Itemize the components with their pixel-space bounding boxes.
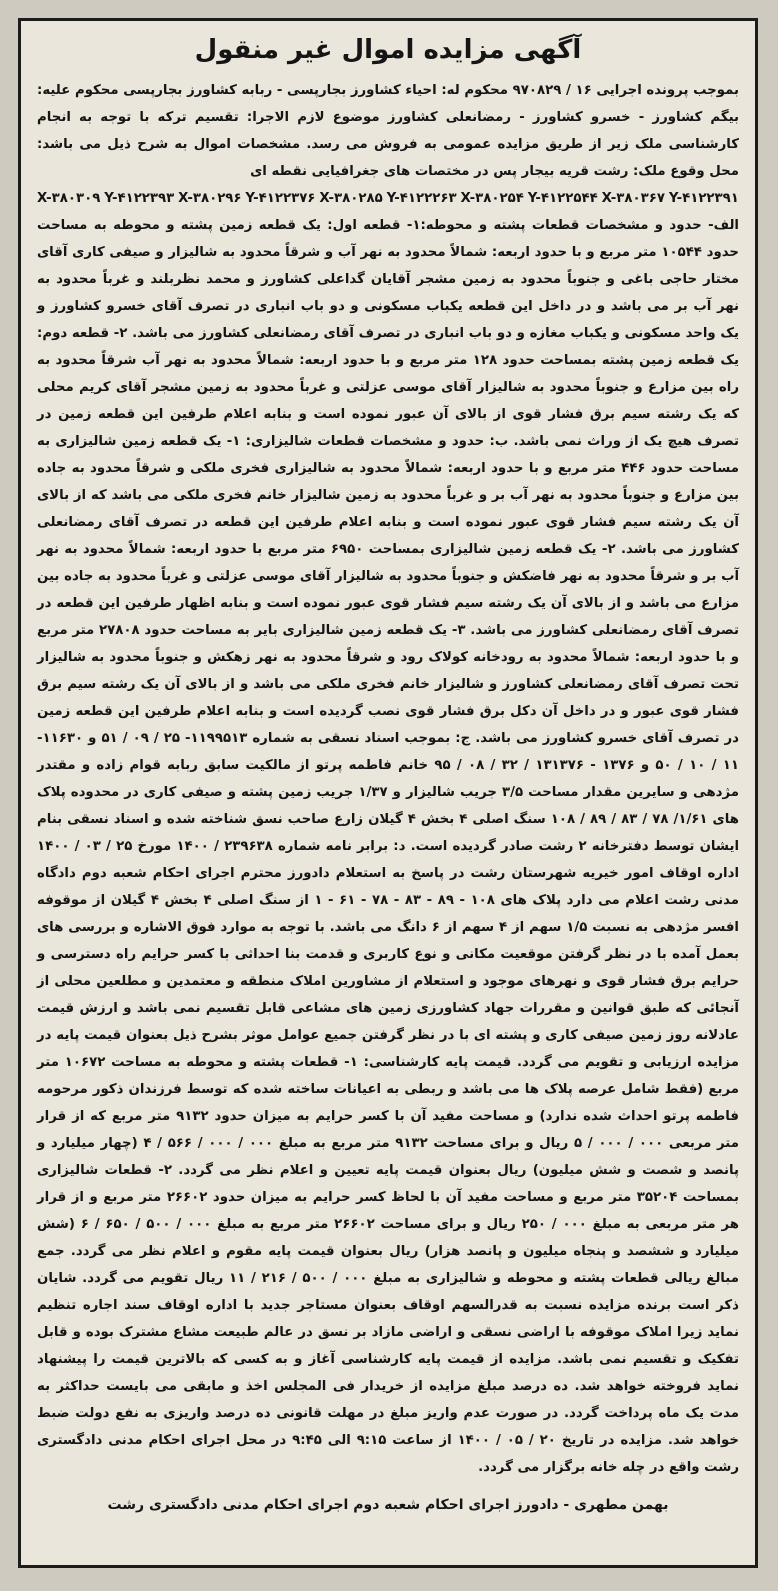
coordinate: Y-۴۱۲۲۵۴۴ <box>527 191 598 206</box>
coordinate: X-۳۸۰۲۵۴ <box>460 191 524 206</box>
auction-notice <box>18 18 758 1568</box>
coordinate: X-۳۸۰۲۸۵ <box>319 191 383 206</box>
coordinate: Y-۴۱۲۲۳۷۶ <box>245 191 316 206</box>
notice-body <box>37 77 739 1481</box>
notice-title: آگهی مزایده اموال غیر منقول <box>194 35 582 65</box>
notice-intro-paragraph: بموجب پرونده اجرایی ۱۶ / ۹۷۰۸۲۹ محکوم له: احیاء کشاورز بجارپسی - ربابه کشاورز بجارپسی محکوم علیه: بیگم کشاورز - خسرو کشاورز - رمضانعلی کشاورز موضوع لازم الاجرا: تقسیم ترکه با توجه به انجام کارشناسی ملک زیر از طریق مزایده عمومی به فروش می رسد. مشخصات اموال به شرح ذیل می باشد: محل وقوع ملک: رشت قریه بیجار پس در مختصات های جغرافیایی نقطه ای <box>37 83 739 179</box>
coordinate: Y-۴۱۲۲۳۹۳ <box>104 191 175 206</box>
coordinate: X-۳۸۰۲۹۶ <box>178 191 242 206</box>
coordinate: Y-۴۱۲۲۳۹۱ <box>668 191 739 206</box>
coordinate-list <box>37 185 739 212</box>
coordinate: X-۳۸۰۳۶۷ <box>601 191 666 206</box>
notice-signature: بهمن مطهری - دادورز اجرای احکام شعبه دوم اجرای احکام مدنی دادگستری رشت <box>107 1497 669 1513</box>
coordinate: X-۳۸۰۳۰۹ <box>37 191 101 206</box>
notice-main-paragraph: الف- حدود و مشخصات قطعات پشته و محوطه:۱- قطعه اول: یک قطعه زمین پشته و محوطه به مساحت حدود ۱۰۵۴۴ متر مربع و با حدود اربعه: شمالاً محدود به نهر آب و شرقاً محدود به شالیزار و صیفی کاری آقای مختار حاجی باغی و جنوباً محدود به زمین مشجر آقایان گداعلی کشاورز و محمد نظربلند و غرباً محدود به نهر آب بر می باشد و در داخل این قطعه یکباب مسکونی و دو باب انباری در تصرف آقای خسرو کشاورز و یک واحد مسکونی و یکباب مغازه و دو باب انباری در تصرف آقای رمضانعلی کشاورز می باشد. ۲- قطعه دوم: یک قطعه زمین پشته بمساحت حدود ۱۲۸ متر مربع و با حدود اربعه: شمالاً محدود به نهر آب شرقاً محدود به راه بین مزارع و جنوباً محدود به شالیزار آقای موسی عزلتی و غرباً محدود به زمین مشجر آقای کریم محلی که یک رشته سیم برق فشار قوی از بالای آن عبور نموده است و بنابه اعلام طرفین این قطعه زمین در تصرف هیچ یک از وراث نمی باشد. ب: حدود و مشخصات قطعات شالیزاری: ۱- یک قطعه زمین شالیزاری به مساحت حدود ۴۴۶ متر مربع و با حدود اربعه: شمالاً محدود به شالیزاری فخری ملکی و شرقاً محدود به جاده بین مزارع و جنوباً محدود به نهر آب بر و غرباً محدود به زمین شالیزار خانم فخری ملکی می باشد که از بالای آن یک رشته سیم فشار قوی عبور نموده است و بنابه اعلام طرفین این قطعه در تصرف آقای رمضانعلی کشاورز می باشد. ۲- یک قطعه زمین شالیزاری بمساحت ۶۹۵۰ متر مربع با حدود اربعه: شمالاً محدود به نهر آب بر و شرقاً محدود به نهر فاضکش و جنوباً محدود به شالیزار آقای موسی عزلتی و غرباً محدود به جاده بین مزارع می باشد و از بالای آن یک رشته سیم فشار قوی عبور نموده است و بنابه اظهار طرفین این قطعه در تصرف آقای رمضانعلی کشاورز می باشد. ۳- یک قطعه زمین شالیزاری بایر به مساحت حدود ۲۷۸۰۸ متر مربع و با حدود اربعه: شمالاً محدود به رودخانه کولاک رود و شرقاً محدود به نهر زهکش و جنوباً محدود به شالیزار تحت تصرف آقای رمضانعلی کشاورز و شالیزار خانم فخری ملکی می باشد و از بالای آن یک رشته سیم برق فشار قوی عبور و در داخل آن دکل برق فشار قوی نصب گردیده است و بنابه اعلام طرفین این قطعه زمین در تصرف آقای خسرو کشاورز می باشد. ج: بموجب اسناد نسقی به شماره ۱۱۹۹۵۱۳- ۲۵ / ۰۹ / ۵۱ و ۱۱۶۳۰- ۱۱ / ۱۰ / ۵۰ و ۱۳۷۶ - ۱۳۱۳۷۶ / ۳۲ / ۰۸ / ۹۵ خانم فاطمه پرتو از مالکیت سابق ربابه قوام زاده و مقتدر مژدهی و سایرین مقدار مساحت ۳/۵ جریب شالیزار و ۱/۳۷ جریب زمین پشته و صیفی کاری در محدوده پلاک های ۱/۶۱/ ۷۸ / ۸۳ / ۸۹ / ۱۰۸ سنگ اصلی ۴ بخش ۴ گیلان زارع صاحب نسق شناخته شده و اسناد نسقی بنام ایشان توسط دفترخانه ۲ رشت صادر گردیده است. د: برابر نامه شماره ۲۳۹۶۳۸ / ۱۴۰۰ مورخ ۲۵ / ۰۳ / ۱۴۰۰ اداره اوقاف امور خیریه شهرستان رشت در پاسخ به استعلام دادورز محترم اجرای احکام شعبه دوم دادگاه مدنی رشت اعلام می دارد پلاک های ۱۰۸ - ۸۹ - ۸۳ - ۷۸ - ۶۱ - ۱ از سنگ اصلی ۴ بخش ۴ گیلان از موقوفه افسر مژدهی به نسبت ۱/۵ سهم از ۴ سهم از ۶ دانگ می باشد. با توجه به موارد فوق الاشاره و بررسی های بعمل آمده با در نظر گرفتن موقعیت مکانی و نوع کاربری و قدمت بنا احداثی با کسر حرایم راه دسترسی و حرایم برق فشار قوی و نهرهای موجود و استعلام از مشاورین املاک منطقه و معتمدین و مطلعین محلی از آنجائی که طبق قوانین و مقررات جهاد کشاورزی زمین های مشاعی قابل تقسیم نمی باشد و ارزش قیمت عادلانه روز زمین صیفی کاری و پشته ای با در نظر گرفتن جمیع عوامل موثر بشرح ذیل بعنوان قیمت پایه در مزایده ارزیابی و تقویم می گردد. قیمت پایه کارشناسی: ۱- قطعات پشته و محوطه به مساحت ۱۰۶۷۲ متر مربع (فقط شامل عرصه پلاک ها می باشد و ربطی به اعیانات ساخته شده که توسط فرزندان ذکور مرحومه فاطمه پرتو احداث شده ندارد) و مساحت مفید آن با کسر حرایم به میزان حدود ۹۱۳۲ متر مربع که از قرار متر مربعی ۰۰۰ / ۰۰۰ / ۵ ریال و برای مساحت ۹۱۳۲ متر مربع به مبلغ ۰۰۰ / ۰۰۰ / ۵۶۶ / ۴ (چهار میلیارد و پانصد و شصت و شش میلیون) ریال بعنوان قیمت پایه تعیین و اعلام نظر می گردد. ۲- قطعات شالیزاری بمساحت ۳۵۲۰۴ متر مربع و مساحت مفید آن با لحاظ کسر حرایم به میزان حدود ۲۶۶۰۲ متر مربع و از قرار هر متر مربعی به مبلغ ۰۰۰ / ۲۵۰ ریال و برای مساحت ۲۶۶۰۲ متر مربع به مبلغ ۰۰۰ / ۵۰۰ / ۶۵۰ / ۶ (شش میلیارد و ششصد و پنجاه میلیون و پانصد هزار) ریال بعنوان قیمت پایه مقوم و اعلام نظر می گردد. جمع مبالغ ریالی قطعات پشته و محوطه و شالیزاری به مبلغ ۰۰۰ / ۵۰۰ / ۲۱۶ / ۱۱ ریال تقویم می گردد. شایان ذکر است برنده مزایده نسبت به قدرالسهم اوقاف بعنوان مستاجر جدید با اداره اوقاف سند اجاره تنظیم نماید زیرا املاک موقوفه با اراضی نسقی و اراضی مازاد بر نسق در عالم طبیعت مشاع مشترک بوده و قابل تفکیک و تقسیم نمی باشد. مزایده از قیمت پایه کارشناسی آغاز و به کسی که بالاترین قیمت را پیشنهاد نماید فروخته خواهد شد. ده درصد مبلغ مزایده از خریدار فی المجلس اخذ و مابقی می بایست حداکثر به مدت یک ماه پرداخت گردد. در صورت عدم واریز مبلغ در مهلت قانونی ده درصد واریزی به نفع دولت ضبط خواهد شد. مزایده در تاریخ ۲۰ / ۰۵ / ۱۴۰۰ از ساعت ۹:۱۵ الی ۹:۴۵ در محل اجرای احکام مدنی دادگستری رشت واقع در چله خانه برگزار می گردد. <box>37 218 740 1475</box>
coordinate: Y-۴۱۲۲۲۶۳ <box>386 191 457 206</box>
